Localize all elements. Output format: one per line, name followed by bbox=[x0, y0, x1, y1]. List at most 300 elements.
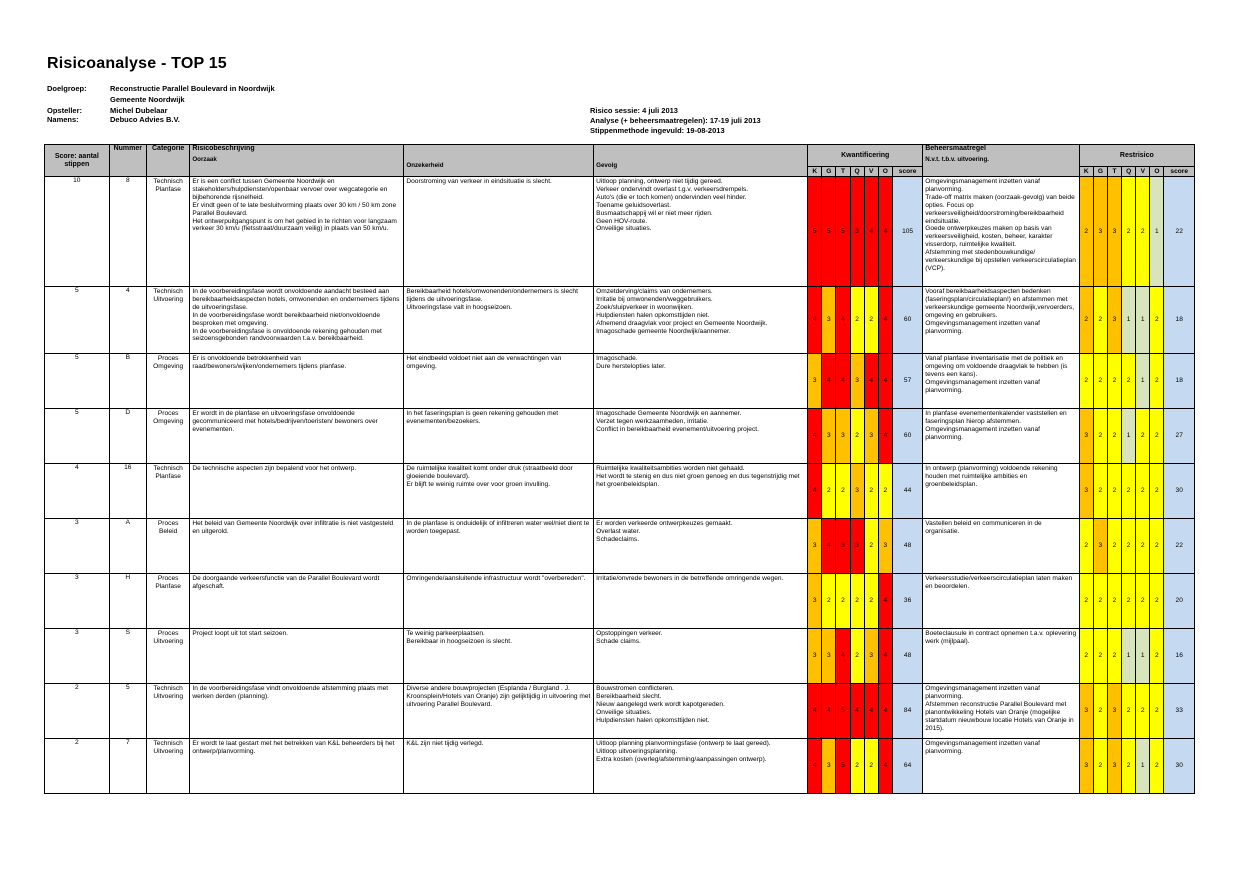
kwantificering-score: 84 bbox=[892, 684, 922, 739]
restrisico-score: 18 bbox=[1164, 354, 1195, 409]
table-row bbox=[45, 574, 1195, 629]
categorie-phase: Omgeving bbox=[153, 417, 184, 425]
header-kw-t: T bbox=[836, 167, 850, 177]
stippen-cell: 5 bbox=[45, 287, 110, 354]
kwantificering-value: 2 bbox=[836, 574, 850, 629]
kwantificering-score: 64 bbox=[892, 739, 922, 794]
beheersmaatregel-cell bbox=[923, 684, 1079, 739]
gevolg-text: Omzetderving/claims van ondernemers. Irritatie bij omwonenden/weggebruikers. Zoek/sluipverkeer in woonwijken. Hulpdiensten halen opkomsttijden niet. Afnemend draagvlak voor project en Gemeente Noordwijk. Imagoschade gemeente Noordwijk/aannemer. bbox=[596, 288, 768, 335]
restrisico-value: 1 bbox=[1136, 629, 1150, 684]
restrisico-value: 1 bbox=[1136, 739, 1150, 794]
oorzaak-cell bbox=[190, 684, 404, 739]
onzekerheid-text: K&L zijn niet tijdig verlegd. bbox=[406, 740, 484, 747]
gevolg-text: Bouwstromen conflicteren. Bereikbaarheid slecht. Nieuw aangelegd werk wordt kapotgereden. Onveilige situaties. Hulpdiensten halen opkomsttijden niet. bbox=[596, 685, 725, 724]
oorzaak-text: Er wordt in de planfase en uitvoeringsfase onvoldoende gecommuniceerd met hotels/bedrijven/toeristen/ bewoners over evenementen. bbox=[192, 410, 378, 433]
kwantificering-score: 60 bbox=[892, 409, 922, 464]
restrisico-value: 2 bbox=[1107, 574, 1121, 629]
stippen-cell: 3 bbox=[45, 629, 110, 684]
beheersmaatregel-text: Vooraf bereikbaarheidsaspecten bedenken (faseringsplan/circulatieplan!) en afstemmen met verkeerskundige gemeente Noordwijk,vervoerders, omgeving en gebruikers. Omgevingsmanagement inzetten vanaf planvorming. bbox=[925, 288, 1075, 335]
categorie-cell bbox=[146, 464, 189, 519]
beheersmaatregel-text: Omgevingsmanagement inzetten vanaf planvorming. bbox=[925, 740, 1040, 755]
beheersmaatregel-cell bbox=[923, 464, 1079, 519]
categorie-type: Proces bbox=[157, 575, 179, 582]
nummer-cell: D bbox=[109, 409, 146, 464]
header-beheer bbox=[923, 145, 1079, 177]
stippen-cell: 2 bbox=[45, 684, 110, 739]
categorie-type: Proces bbox=[157, 355, 179, 362]
categorie-cell bbox=[146, 409, 189, 464]
restrisico-value: 2 bbox=[1136, 519, 1150, 574]
kwantificering-value: 4 bbox=[850, 684, 864, 739]
kwantificering-value: 4 bbox=[878, 287, 892, 354]
header-risico-label: Risicobeschrijving bbox=[192, 145, 255, 152]
restrisico-value: 1 bbox=[1122, 629, 1136, 684]
kwantificering-value: 3 bbox=[808, 629, 822, 684]
kwantificering-value: 4 bbox=[878, 684, 892, 739]
kwantificering-value: 4 bbox=[878, 629, 892, 684]
categorie-phase: Uitvoering bbox=[153, 637, 183, 645]
kwantificering-value: 5 bbox=[808, 177, 822, 287]
oorzaak-text: De technische aspecten zijn bepalend voor het ontwerp. bbox=[192, 465, 357, 472]
kwantificering-value: 3 bbox=[878, 519, 892, 574]
gevolg-text: Imagoschade. Dure herstelopties later. bbox=[596, 355, 666, 370]
kwantificering-value: 3 bbox=[850, 464, 864, 519]
gevolg-cell bbox=[594, 739, 808, 794]
restrisico-value: 3 bbox=[1093, 177, 1107, 287]
header-kw-v: V bbox=[864, 167, 878, 177]
categorie-type: Technisch bbox=[153, 288, 183, 295]
kwantificering-value: 2 bbox=[850, 574, 864, 629]
kwantificering-value: 3 bbox=[836, 519, 850, 574]
restrisico-value: 2 bbox=[1079, 177, 1093, 287]
restrisico-value: 2 bbox=[1093, 409, 1107, 464]
beheersmaatregel-text: Verkeersstudie/verkeerscirculatieplan laten maken en beoordelen. bbox=[925, 575, 1073, 590]
gevolg-text: Uitloop planning planvormingsfase (ontwerp te laat gereed). Uitloop uitvoeringsplanning. Extra kosten (overleg/afstemming/aanpassingen ontwerp). bbox=[596, 740, 771, 763]
restrisico-score: 27 bbox=[1164, 409, 1195, 464]
gevolg-text: Opstoppingen verkeer. Schade claims. bbox=[596, 630, 663, 645]
kwantificering-value: 5 bbox=[836, 739, 850, 794]
opsteller-label: Opsteller: bbox=[47, 106, 83, 115]
gevolg-cell bbox=[594, 287, 808, 354]
gevolg-cell bbox=[594, 464, 808, 519]
categorie-type: Technisch bbox=[153, 178, 183, 185]
kwantificering-value: 5 bbox=[822, 177, 836, 287]
oorzaak-text: Er is onvoldoende betrokkenheid van raad/bewoners/wijken/ondernemers tijdens planfase. bbox=[192, 355, 347, 370]
kwantificering-value: 3 bbox=[850, 354, 864, 409]
restrisico-value: 2 bbox=[1093, 629, 1107, 684]
nummer-cell: 16 bbox=[109, 464, 146, 519]
kwantificering-value: 2 bbox=[864, 519, 878, 574]
categorie-phase: Omgeving bbox=[153, 362, 184, 370]
kwantificering-value: 3 bbox=[822, 739, 836, 794]
restrisico-value: 3 bbox=[1107, 287, 1121, 354]
kwantificering-value: 5 bbox=[836, 177, 850, 287]
analyse-date: Analyse (+ beheersmaatregelen): 17-19 juli 2013 bbox=[590, 116, 761, 125]
stippen-cell: 5 bbox=[45, 409, 110, 464]
kwantificering-value: 4 bbox=[836, 629, 850, 684]
table-row bbox=[45, 519, 1195, 574]
namens-value: Debuco Advies B.V. bbox=[110, 115, 180, 124]
oorzaak-text: Er wordt te laat gestart met het betrekken van K&L beheerders bij het ontwerp/planvorming. bbox=[192, 740, 395, 755]
categorie-cell bbox=[146, 177, 189, 287]
header-onzekerheid: Onzekerheid bbox=[404, 145, 594, 177]
kwantificering-value: 5 bbox=[836, 684, 850, 739]
categorie-phase: Uitvoering bbox=[153, 692, 183, 700]
kwantificering-value: 4 bbox=[836, 287, 850, 354]
beheersmaatregel-cell bbox=[923, 354, 1079, 409]
stippen-cell: 2 bbox=[45, 739, 110, 794]
restrisico-value: 3 bbox=[1107, 177, 1121, 287]
onzekerheid-text: Diverse andere bouwprojecten (Esplanda / Burgland . J. Kroonsplein/Hotels van Oranje) zijn gelijktijdig in uitvoering met uitvoering Parallel Boulevard. bbox=[406, 685, 591, 708]
stippen-cell: 5 bbox=[45, 354, 110, 409]
categorie-type: Proces bbox=[157, 410, 179, 417]
beheersmaatregel-text: In planfase evenementenkalender vaststellen en faseringsplan hierop afstemmen. Omgevingsmanagement inzetten vanaf planvorming. bbox=[925, 410, 1067, 441]
beheersmaatregel-cell bbox=[923, 629, 1079, 684]
restrisico-value: 2 bbox=[1093, 684, 1107, 739]
restrisico-value: 2 bbox=[1122, 739, 1136, 794]
header-kwantificering: Kwantificering bbox=[808, 145, 923, 167]
header-rr-score: score bbox=[1164, 167, 1195, 177]
restrisico-value: 2 bbox=[1136, 684, 1150, 739]
onzekerheid-text: Te weinig parkeerplaatsen. Bereikbaar in hoogseizoen is slecht. bbox=[406, 630, 512, 645]
restrisico-value: 2 bbox=[1122, 684, 1136, 739]
header-rr-o: O bbox=[1150, 167, 1164, 177]
beheersmaatregel-text: Vastellen beleid en communiceren in de organisatie. bbox=[925, 520, 1042, 535]
categorie-phase: Uitvoering bbox=[153, 747, 183, 755]
restrisico-score: 33 bbox=[1164, 684, 1195, 739]
opsteller-value: Michel Dubelaar bbox=[110, 106, 168, 115]
categorie-cell bbox=[146, 684, 189, 739]
restrisico-value: 2 bbox=[1150, 739, 1164, 794]
onzekerheid-cell bbox=[404, 739, 594, 794]
header-oorzaak: Oorzaak bbox=[192, 155, 217, 163]
table-row bbox=[45, 409, 1195, 464]
kwantificering-value: 2 bbox=[822, 464, 836, 519]
nummer-cell: S bbox=[109, 629, 146, 684]
kwantificering-value: 3 bbox=[822, 287, 836, 354]
kwantificering-value: 2 bbox=[822, 574, 836, 629]
table-row bbox=[45, 287, 1195, 354]
kwantificering-score: 57 bbox=[892, 354, 922, 409]
header-rr-q: Q bbox=[1122, 167, 1136, 177]
onzekerheid-text: Bereikbaarheid hotels/omwonenden/ondernemers is slecht tijdens de uitvoeringsfase. Uitvoeringsfase valt in hoogseizoen. bbox=[406, 288, 578, 311]
kwantificering-value: 2 bbox=[878, 464, 892, 519]
categorie-type: Technisch bbox=[153, 740, 183, 747]
restrisico-score: 20 bbox=[1164, 574, 1195, 629]
beheersmaatregel-text: Omgevingsmanagement inzetten vanaf planvorming. Afstemmen reconstructie Parallel Boulevard met planontwikkeling Hotels van Oranje (mogelijke startdatum nieuwbouw locatie Hotels van Oranje in 2015). bbox=[925, 685, 1074, 732]
risico-sessie: Risico sessie: 4 juli 2013 bbox=[590, 106, 678, 115]
beheersmaatregel-cell bbox=[923, 409, 1079, 464]
restrisico-value: 2 bbox=[1107, 409, 1121, 464]
kwantificering-score: 44 bbox=[892, 464, 922, 519]
kwantificering-value: 3 bbox=[836, 409, 850, 464]
onzekerheid-cell bbox=[404, 519, 594, 574]
oorzaak-cell bbox=[190, 409, 404, 464]
kwantificering-value: 3 bbox=[808, 574, 822, 629]
restrisico-value: 2 bbox=[1122, 519, 1136, 574]
categorie-cell bbox=[146, 519, 189, 574]
restrisico-value: 1 bbox=[1136, 354, 1150, 409]
header-kw-g: G bbox=[822, 167, 836, 177]
restrisico-value: 2 bbox=[1107, 629, 1121, 684]
kwantificering-value: 3 bbox=[808, 519, 822, 574]
nummer-cell: A bbox=[109, 519, 146, 574]
restrisico-value: 2 bbox=[1150, 519, 1164, 574]
table-row bbox=[45, 464, 1195, 519]
kwantificering-value: 4 bbox=[808, 739, 822, 794]
kwantificering-value: 4 bbox=[822, 519, 836, 574]
kwantificering-value: 2 bbox=[850, 739, 864, 794]
gevolg-cell bbox=[594, 684, 808, 739]
kwantificering-value: 4 bbox=[822, 354, 836, 409]
restrisico-value: 3 bbox=[1107, 684, 1121, 739]
restrisico-value: 2 bbox=[1150, 629, 1164, 684]
categorie-cell bbox=[146, 354, 189, 409]
gevolg-text: Er worden verkeerde ontwerpkeuzes gemaakt. Overlast water. Schadeclaims. bbox=[596, 520, 733, 543]
onzekerheid-text: De ruimtelijke kwaliteit komt onder druk (straatbeeld door gloeiende boulevard). Er blijft te weinig ruimte over voor groen invulling. bbox=[406, 465, 573, 488]
oorzaak-text: Project loopt uit tot start seizoen. bbox=[192, 630, 289, 637]
oorzaak-cell bbox=[190, 574, 404, 629]
stippen-date: Stippenmethode ingevuld: 19-08-2013 bbox=[590, 126, 725, 135]
gevolg-text: Imagoschade Gemeente Noordwijk en aannemer. Verzet tegen werkzaamheden, irritatie. Conflict in bereikbaarheid evenement/uitvoering project. bbox=[596, 410, 759, 433]
categorie-phase: Beleid bbox=[158, 527, 178, 535]
header-rr-t: T bbox=[1107, 167, 1121, 177]
beheersmaatregel-text: In ontwerp (planvorming) voldoende rekening houden met ruimtelijke ambities en groenbeleidsplan. bbox=[925, 465, 1058, 488]
beheersmaatregel-cell bbox=[923, 519, 1079, 574]
header-gevolg: Gevolg bbox=[594, 145, 808, 177]
doelgroep-value-2: Gemeente Noordwijk bbox=[110, 95, 185, 104]
kwantificering-value: 4 bbox=[822, 684, 836, 739]
oorzaak-cell bbox=[190, 464, 404, 519]
kwantificering-value: 4 bbox=[878, 177, 892, 287]
restrisico-score: 18 bbox=[1164, 287, 1195, 354]
kwantificering-score: 36 bbox=[892, 574, 922, 629]
kwantificering-score: 105 bbox=[892, 177, 922, 287]
stippen-cell: 4 bbox=[45, 464, 110, 519]
doelgroep-label: Doelgroep: bbox=[47, 84, 87, 93]
restrisico-value: 2 bbox=[1122, 354, 1136, 409]
restrisico-value: 3 bbox=[1079, 684, 1093, 739]
restrisico-value: 2 bbox=[1136, 177, 1150, 287]
categorie-type: Proces bbox=[157, 520, 179, 527]
restrisico-score: 22 bbox=[1164, 177, 1195, 287]
table-row bbox=[45, 177, 1195, 287]
categorie-phase: Planfase bbox=[155, 472, 181, 480]
kwantificering-value: 4 bbox=[864, 177, 878, 287]
restrisico-value: 3 bbox=[1079, 464, 1093, 519]
kwantificering-value: 4 bbox=[878, 574, 892, 629]
gevolg-text: Irritatie/onvrede bewoners in de betreffende omringende wegen. bbox=[596, 575, 784, 582]
restrisico-value: 2 bbox=[1122, 464, 1136, 519]
kwantificering-value: 4 bbox=[808, 684, 822, 739]
nummer-cell: 4 bbox=[109, 287, 146, 354]
header-categorie: Categorie bbox=[146, 145, 189, 177]
kwantificering-value: 4 bbox=[864, 354, 878, 409]
nummer-cell: B bbox=[109, 354, 146, 409]
onzekerheid-text: In de planfase is onduidelijk of infiltreren water wel/niet dient te worden toegepast. bbox=[406, 520, 590, 535]
nummer-cell: 7 bbox=[109, 739, 146, 794]
categorie-cell bbox=[146, 574, 189, 629]
beheersmaatregel-text: Omgevingsmanagement inzetten vanaf planvorming. Trade-off matrix maken (oorzaak-gevolg) van beide opties. Focus op verkeersveiligheid/doorstroming/bereikbaarheid eindsituatie. Goede ontwerpkeuzes maken op basis van verkeersveiligheid, kosten, beheer, karakter visserdorp, ruimtelijke kwaliteit. Afstemming met stedenbouwkundige/ verkeerskundige bij opstellen verkeerscirculatieplan (VCP). bbox=[925, 178, 1076, 272]
gevolg-text: Ruimtelijke kwaliteitsambities worden niet gehaald. Het wordt te stenig en dus niet groen genoeg en dus tegenstrijdig met het groenbeleidsplan. bbox=[596, 465, 800, 488]
header-score: Score: aantal stippen bbox=[45, 145, 110, 177]
restrisico-value: 2 bbox=[1150, 409, 1164, 464]
beheersmaatregel-cell bbox=[923, 177, 1079, 287]
kwantificering-value: 4 bbox=[836, 354, 850, 409]
restrisico-value: 2 bbox=[1136, 574, 1150, 629]
header-rr-g: G bbox=[1093, 167, 1107, 177]
gevolg-cell bbox=[594, 574, 808, 629]
stippen-cell: 3 bbox=[45, 519, 110, 574]
kwantificering-score: 60 bbox=[892, 287, 922, 354]
kwantificering-value: 4 bbox=[808, 287, 822, 354]
oorzaak-cell bbox=[190, 287, 404, 354]
onzekerheid-cell bbox=[404, 287, 594, 354]
restrisico-score: 30 bbox=[1164, 739, 1195, 794]
page-title: Risicoanalyse - TOP 15 bbox=[47, 55, 227, 72]
beheersmaatregel-cell bbox=[923, 739, 1079, 794]
restrisico-value: 2 bbox=[1150, 574, 1164, 629]
onzekerheid-text: Doorstroming van verkeer in eindsituatie is slecht. bbox=[406, 178, 552, 185]
restrisico-value: 2 bbox=[1093, 354, 1107, 409]
beheersmaatregel-text: Boeteclausule in contract opnemen t.a.v. oplevering werk (mijlpaal). bbox=[925, 630, 1077, 645]
restrisico-value: 2 bbox=[1093, 464, 1107, 519]
kwantificering-value: 4 bbox=[878, 354, 892, 409]
restrisico-value: 3 bbox=[1093, 519, 1107, 574]
namens-label: Namens: bbox=[47, 115, 79, 124]
restrisico-value: 1 bbox=[1150, 177, 1164, 287]
kwantificering-value: 4 bbox=[878, 409, 892, 464]
header-rr-v: V bbox=[1136, 167, 1150, 177]
table-row bbox=[45, 684, 1195, 739]
kwantificering-value: 3 bbox=[850, 177, 864, 287]
oorzaak-text: Er is een conflict tussen Gemeente Noordwijk en stakeholders/hulpdiensten/openbaar vervoer over wegcategorie en bijbehorende rijsnelheid. Er vindt geen of te late besluitvorming plaats over 30 km / 50 km zone Parallel Boulevard. Het ontwerpuitgangspunt is om het gebied in te richten voor langzaam verkeer 30 km/u (fietsstraat/duurzaam veilig) in plaats van 50 km/u. bbox=[192, 178, 397, 233]
header-rr-k: K bbox=[1079, 167, 1093, 177]
categorie-type: Technisch bbox=[153, 685, 183, 692]
restrisico-value: 1 bbox=[1136, 287, 1150, 354]
beheersmaatregel-cell bbox=[923, 574, 1079, 629]
categorie-phase: Planfase bbox=[155, 582, 181, 590]
restrisico-value: 2 bbox=[1093, 739, 1107, 794]
kwantificering-value: 3 bbox=[850, 519, 864, 574]
categorie-cell bbox=[146, 629, 189, 684]
restrisico-value: 2 bbox=[1107, 519, 1121, 574]
restrisico-value: 2 bbox=[1079, 287, 1093, 354]
oorzaak-cell bbox=[190, 519, 404, 574]
onzekerheid-text: In het faseringsplan is geen rekening gehouden met evenementen/bezoekers. bbox=[406, 410, 559, 425]
header-beheer-label: Beheersmaatregel bbox=[925, 145, 986, 152]
header-kw-o: O bbox=[878, 167, 892, 177]
restrisico-value: 2 bbox=[1150, 287, 1164, 354]
table-row bbox=[45, 629, 1195, 684]
kwantificering-value: 2 bbox=[864, 287, 878, 354]
restrisico-value: 2 bbox=[1079, 574, 1093, 629]
kwantificering-score: 48 bbox=[892, 519, 922, 574]
categorie-cell bbox=[146, 287, 189, 354]
restrisico-score: 30 bbox=[1164, 464, 1195, 519]
restrisico-value: 2 bbox=[1150, 354, 1164, 409]
categorie-cell bbox=[146, 739, 189, 794]
restrisico-value: 2 bbox=[1093, 574, 1107, 629]
beheersmaatregel-text: Vanaf planfase inventarisatie met de politiek en omgeving om voldoende draagvlak te hebben (is tevens een kans). Omgevingsmanagement inzetten vanaf planvorming. bbox=[925, 355, 1068, 394]
restrisico-score: 16 bbox=[1164, 629, 1195, 684]
kwantificering-value: 3 bbox=[822, 629, 836, 684]
header-kw-k: K bbox=[808, 167, 822, 177]
kwantificering-value: 2 bbox=[864, 464, 878, 519]
oorzaak-text: In de voorbereidingsfase wordt onvoldoende aandacht besteed aan bereikbaarheidsaspecten hotels, omwonenden en ondernemers tijdens de uitvoeringsfase. In de voorbereidingsfase wordt bereikbaarheid niet/onvoldoende besproken met omgeving. In de voorbereidingsfase is onvoldoende rekening gehouden met seizoensgebonden randvoorwaarden t.a.v. bereikbaarheid. bbox=[192, 288, 400, 343]
kwantificering-value: 2 bbox=[836, 464, 850, 519]
kwantificering-value: 3 bbox=[822, 409, 836, 464]
gevolg-cell bbox=[594, 519, 808, 574]
restrisico-value: 2 bbox=[1079, 629, 1093, 684]
gevolg-cell bbox=[594, 177, 808, 287]
restrisico-value: 1 bbox=[1122, 287, 1136, 354]
header-kw-q: Q bbox=[850, 167, 864, 177]
restrisico-value: 2 bbox=[1093, 287, 1107, 354]
table-row bbox=[45, 354, 1195, 409]
categorie-type: Proces bbox=[157, 630, 179, 637]
restrisico-score: 22 bbox=[1164, 519, 1195, 574]
restrisico-value: 3 bbox=[1107, 739, 1121, 794]
kwantificering-value: 4 bbox=[864, 684, 878, 739]
kwantificering-value: 2 bbox=[850, 409, 864, 464]
risk-table-body bbox=[45, 177, 1195, 794]
kwantificering-value: 2 bbox=[864, 574, 878, 629]
kwantificering-score: 48 bbox=[892, 629, 922, 684]
nummer-cell: 5 bbox=[109, 684, 146, 739]
onzekerheid-cell bbox=[404, 574, 594, 629]
oorzaak-text: In de voorbereidingsfase vindt onvoldoende afstemming plaats met werken derden (planning). bbox=[192, 685, 389, 700]
onzekerheid-text: Het eindbeeld voldoet niet aan de verwachtingen van omgeving. bbox=[406, 355, 562, 370]
restrisico-value: 2 bbox=[1079, 519, 1093, 574]
kwantificering-value: 2 bbox=[864, 739, 878, 794]
header-beheer-sub: N.v.t. t.b.v. uitvoering. bbox=[925, 155, 989, 163]
restrisico-value: 3 bbox=[1079, 739, 1093, 794]
doelgroep-value: Reconstructie Parallel Boulevard in Noordwijk bbox=[110, 84, 275, 93]
oorzaak-cell bbox=[190, 354, 404, 409]
table-row bbox=[45, 739, 1195, 794]
gevolg-cell bbox=[594, 409, 808, 464]
onzekerheid-cell bbox=[404, 177, 594, 287]
restrisico-value: 2 bbox=[1122, 574, 1136, 629]
onzekerheid-cell bbox=[404, 409, 594, 464]
header-kw-score: score bbox=[892, 167, 922, 177]
risk-table bbox=[44, 144, 1195, 794]
oorzaak-cell bbox=[190, 629, 404, 684]
restrisico-value: 2 bbox=[1136, 409, 1150, 464]
gevolg-text: Uitloop planning, ontwerp niet tijdig gereed. Verkeer ondervindt overlast t.g.v. verkeersdrempels. Auto's (die er toch komen) ondervinden veel hinder. Toename geluidsoverlast. Busmaatschappij wil er niet meer rijden. Geen HOV-route. Onveilige situaties. bbox=[596, 178, 749, 233]
onzekerheid-cell bbox=[404, 464, 594, 519]
onzekerheid-text: Omringende/aansluitende infrastructuur wordt "overbereden". bbox=[406, 575, 586, 582]
kwantificering-value: 3 bbox=[864, 409, 878, 464]
stippen-cell: 3 bbox=[45, 574, 110, 629]
kwantificering-value: 4 bbox=[808, 464, 822, 519]
header-nummer: Nummer bbox=[109, 145, 146, 177]
stippen-cell: 10 bbox=[45, 177, 110, 287]
header-restrisico: Restrisico bbox=[1079, 145, 1194, 167]
categorie-phase: Uitvoering bbox=[153, 295, 183, 303]
onzekerheid-cell bbox=[404, 354, 594, 409]
header-risico bbox=[190, 145, 404, 177]
onzekerheid-cell bbox=[404, 684, 594, 739]
gevolg-cell bbox=[594, 629, 808, 684]
restrisico-value: 2 bbox=[1136, 464, 1150, 519]
restrisico-value: 2 bbox=[1150, 684, 1164, 739]
beheersmaatregel-cell bbox=[923, 287, 1079, 354]
gevolg-cell bbox=[594, 354, 808, 409]
kwantificering-value: 3 bbox=[864, 629, 878, 684]
kwantificering-value: 4 bbox=[878, 739, 892, 794]
